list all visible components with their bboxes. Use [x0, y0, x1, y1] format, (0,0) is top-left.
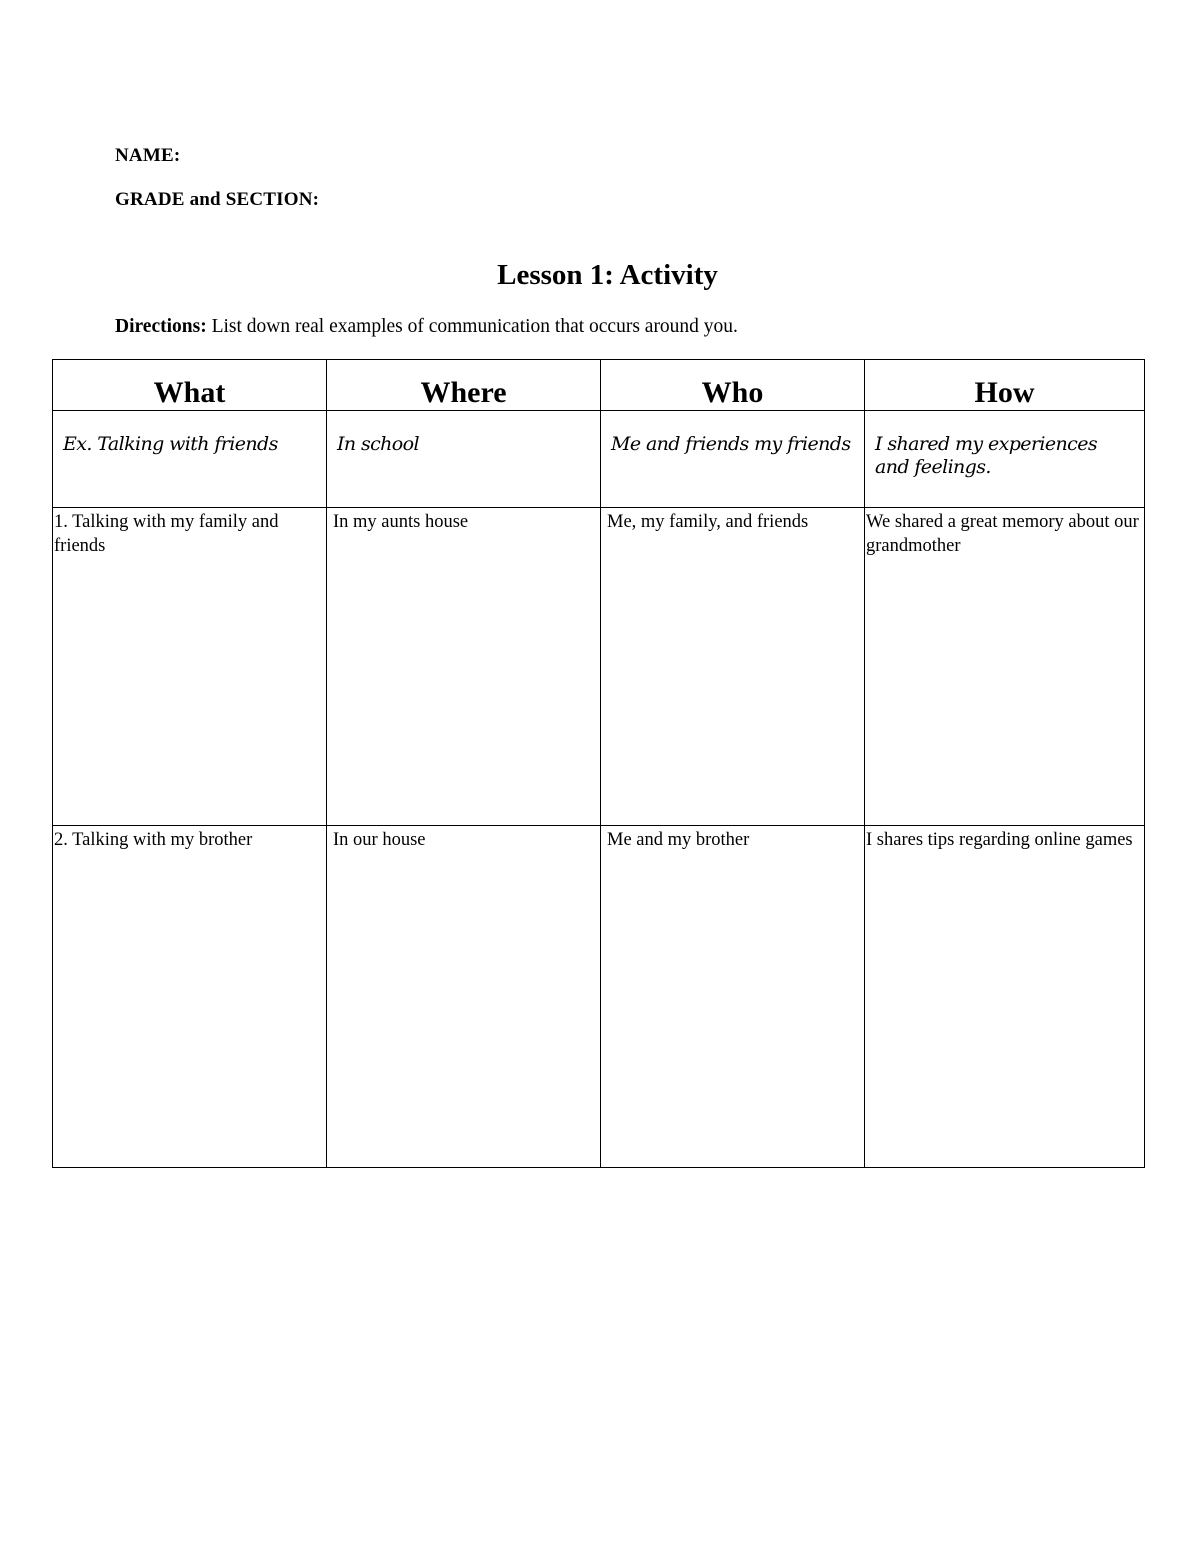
grade-section-label: GRADE and SECTION:	[115, 189, 320, 210]
example-who-cell: Me and friends my friends	[601, 411, 865, 508]
row1-who-cell: Me, my family, and friends	[601, 508, 865, 826]
example-how-cell: I shared my experiences and feelings.	[865, 411, 1145, 508]
column-header-what: What	[53, 360, 327, 411]
activity-table	[52, 359, 1145, 1168]
directions-text: List down real examples of communication that occurs around you.	[206, 316, 738, 337]
name-label: NAME:	[115, 145, 181, 166]
example-row	[53, 411, 1145, 508]
table-row	[53, 508, 1145, 826]
table-row	[53, 826, 1145, 1168]
row1-where-cell: In my aunts house	[327, 508, 601, 826]
example-where-cell: In school	[327, 411, 601, 508]
row2-how-cell: I shares tips regarding online games	[865, 826, 1145, 1168]
row2-who-cell: Me and my brother	[601, 826, 865, 1168]
row2-where-cell: In our house	[327, 826, 601, 1168]
column-header-how: How	[865, 360, 1145, 411]
row2-what-cell: 2. Talking with my brother	[53, 826, 327, 1168]
table-header-row	[53, 360, 1145, 411]
example-what-cell: Ex. Talking with friends	[53, 411, 327, 508]
row1-what-cell: 1. Talking with my family and friends	[53, 508, 327, 826]
directions-lead: Directions:	[115, 316, 207, 337]
directions	[115, 316, 738, 338]
column-header-who: Who	[601, 360, 865, 411]
page-title: Lesson 1: Activity	[497, 259, 718, 291]
row1-how-cell: We shared a great memory about our grandmother	[865, 508, 1145, 826]
column-header-where: Where	[327, 360, 601, 411]
